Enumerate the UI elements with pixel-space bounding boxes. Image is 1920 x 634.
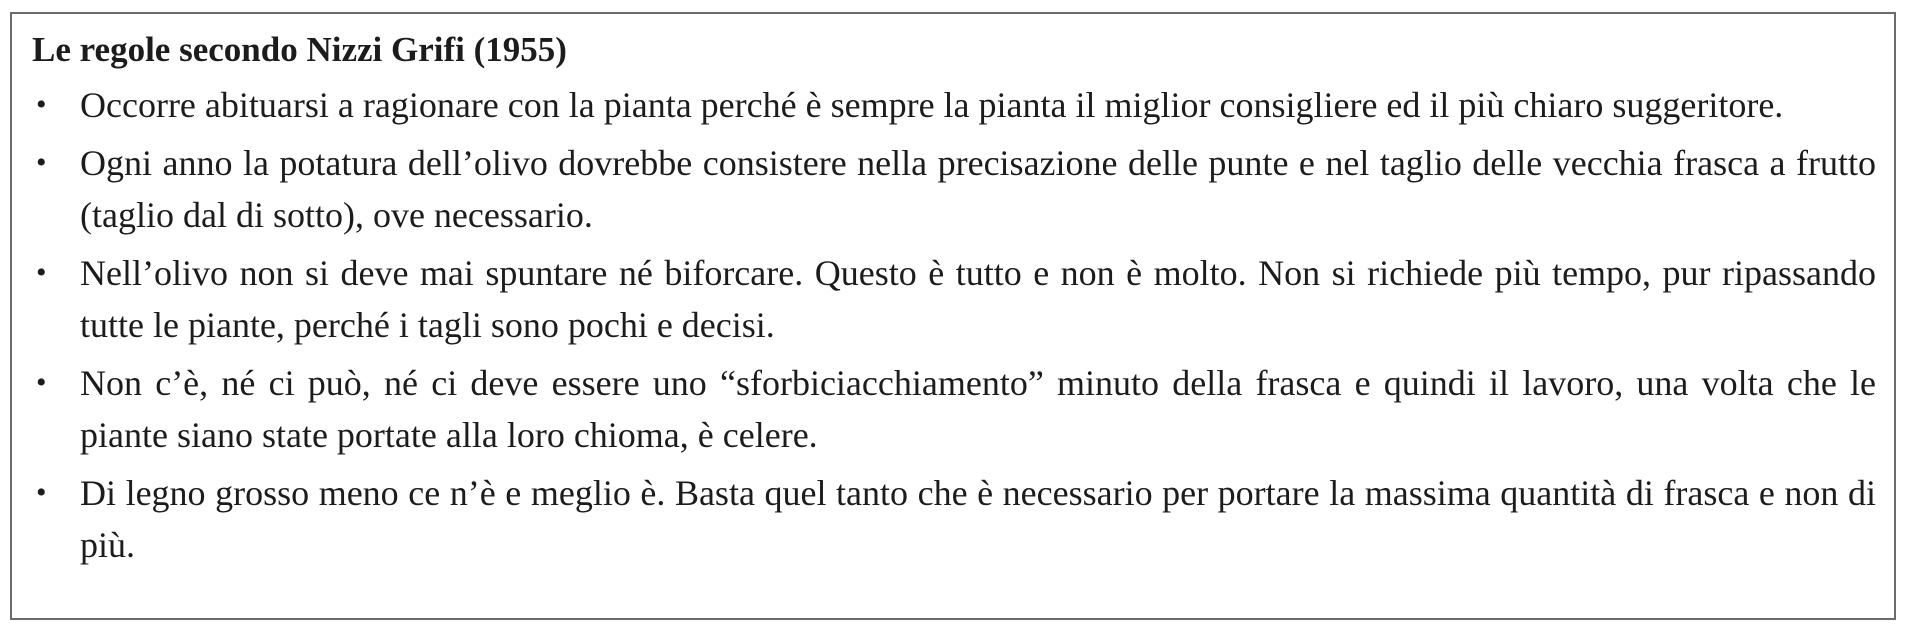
list-item — [32, 247, 1876, 351]
rules-box — [10, 12, 1896, 620]
bullet-icon: • — [36, 146, 47, 179]
rule-text: Di legno grosso meno ce n’è e meglio è. Basta quel tanto che è necessario per portare la massima quantità di frasca e non di più. — [80, 473, 1876, 565]
list-item — [32, 467, 1876, 571]
bullet-icon: • — [36, 366, 47, 399]
bullet-icon: • — [36, 476, 47, 509]
list-item — [32, 357, 1876, 461]
rule-text: Non c’è, né ci può, né ci deve essere uno “sforbiciacchiamento” minuto della frasca e quindi il lavoro, una volta che le piante siano state portate alla loro chioma, è celere. — [80, 363, 1876, 455]
rule-text: Nell’olivo non si deve mai spuntare né biforcare. Questo è tutto e non è molto. Non si richiede più tempo, pur ripassando tutte le piante, perché i tagli sono pochi e decisi. — [80, 253, 1876, 345]
rule-text: Ogni anno la potatura dell’olivo dovrebbe consistere nella precisazione delle punte e nel taglio delle vecchia frasca a frutto (taglio dal di sotto), ove necessario. — [80, 143, 1876, 235]
rule-text: Occorre abituarsi a ragionare con la pianta perché è sempre la pianta il miglior consigliere ed il più chiaro suggeritore. — [80, 85, 1784, 125]
rules-content — [32, 30, 1876, 577]
bullet-icon: • — [36, 256, 47, 289]
bullet-icon: • — [36, 88, 47, 121]
list-item — [32, 137, 1876, 241]
box-title: Le regole secondo Nizzi Grifi (1955) — [32, 30, 567, 69]
rules-list — [32, 79, 1876, 571]
list-item — [32, 79, 1876, 131]
